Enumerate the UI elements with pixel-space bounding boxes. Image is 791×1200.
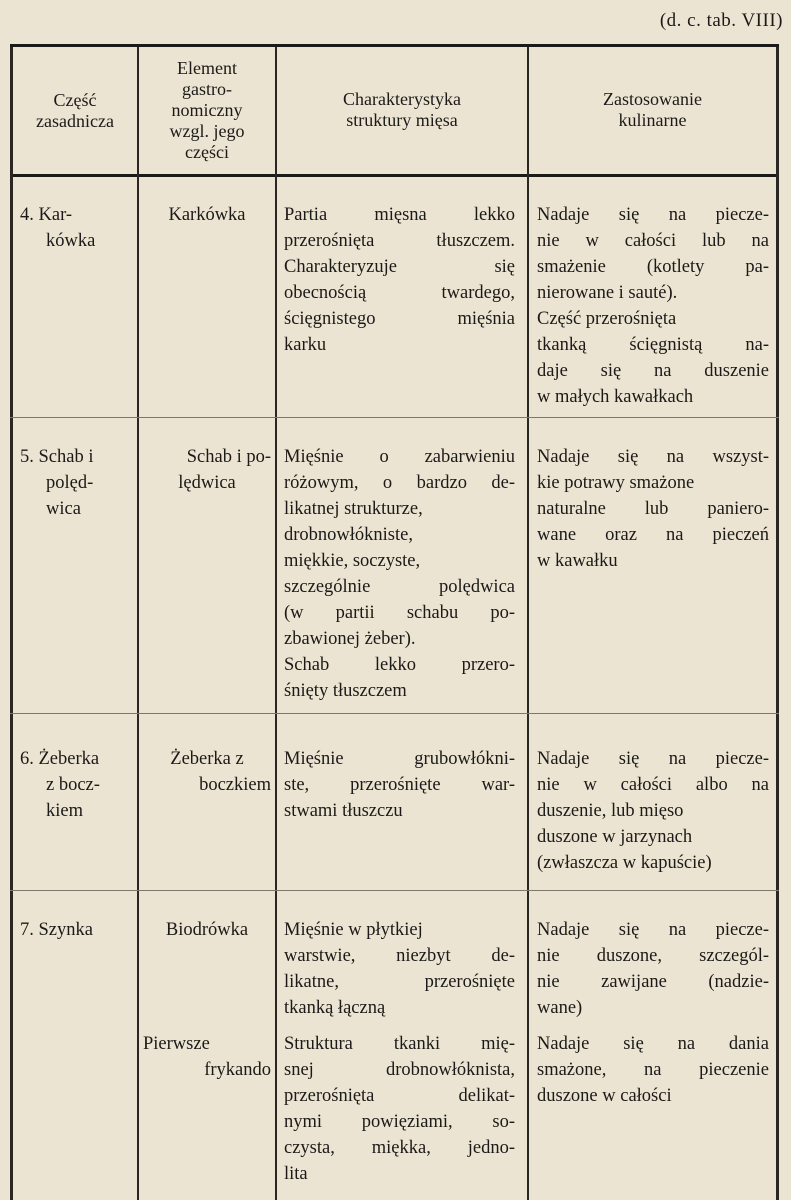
table-row-element: Schab i po- lędwica [178, 447, 271, 493]
table-row-element: Pierwsze frykando [143, 1034, 271, 1080]
table-row-usage: Nadaje się na dania smażone, na pieczenie duszone w całości [537, 1034, 769, 1106]
table-row-usage: Nadaje się na piecze- nie w całości albo na duszenie, lub mięso duszone w jarzynach (zwłaszcza w kapuście) [537, 749, 769, 873]
table-row-part: 7. Szynka [20, 920, 93, 940]
table-row-element: Karkówka [168, 205, 246, 225]
table-row-usage: Nadaje się na piecze- nie w całości lub na smażenie (kotlety pa- nierowane i sauté). Część przerośnięta tkanką ścięgnistą na- daje się na duszenie w małych kawałkach [537, 205, 769, 407]
row-separator [10, 713, 779, 714]
table-row-structure: Struktura tkanki mię- snej drobnowłóknista, przerośnięta delikat- nymi powięziami, so- czysta, miękka, jedno- lita [284, 1034, 515, 1184]
table-row-element: Żeberka z boczkiem [170, 749, 271, 795]
row-separator [10, 890, 779, 891]
column-divider [275, 47, 277, 1200]
table-right-border [776, 47, 779, 1200]
table-row-structure: Mięśnie w płytkiej warstwie, niezbyt de- likatne, przerośnięte tkanką łączną [284, 920, 515, 1018]
row-separator [10, 417, 779, 418]
header-structure: Charakterystyka struktury mięsa [343, 89, 461, 130]
column-divider [527, 47, 529, 1200]
table-row-part: 5. Schab i polęd- wica [20, 447, 94, 519]
table-row-element: Biodrówka [165, 920, 249, 940]
header-element: Element gastro- nomiczny wzgl. jego części [169, 58, 245, 162]
header-bottom-rule [10, 174, 779, 177]
table-continuation-caption: (d. c. tab. VIII) [659, 10, 783, 31]
table-row-part: 4. Kar- kówka [20, 205, 96, 251]
header-usage: Zastosowanie kulinarne [603, 89, 702, 130]
table-row-usage: Nadaje się na wszyst- kie potrawy smażone naturalne lub paniero- wane oraz na pieczeń w kawałku [537, 447, 769, 571]
header-part: Część zasadnicza [36, 89, 114, 131]
table-row-structure: Mięśnie o zabarwieniu różowym, o bardzo de- likatnej strukturze, drobnowłókniste, miękkie, soczyste, szczególnie polędwica (w partii schabu po- zbawionej żeber). Schab lekko przero- śnięty tłuszczem [284, 447, 515, 701]
column-divider [137, 47, 139, 1200]
table-row-part: 6. Żeberka z bocz- kiem [20, 749, 100, 821]
table-left-border [10, 47, 13, 1200]
table-row-structure: Partia mięsna lekko przerośnięta tłuszczem. Charakteryzuje się obecnością twardego, ścięgnistego mięśnia karku [284, 205, 515, 355]
table-row-usage: Nadaje się na piecze- nie duszone, szczegól- nie zawijane (nadzie- wane) [537, 920, 769, 1018]
table-row-structure: Mięśnie grubowłókni- ste, przerośnięte war- stwami tłuszczu [284, 749, 515, 821]
